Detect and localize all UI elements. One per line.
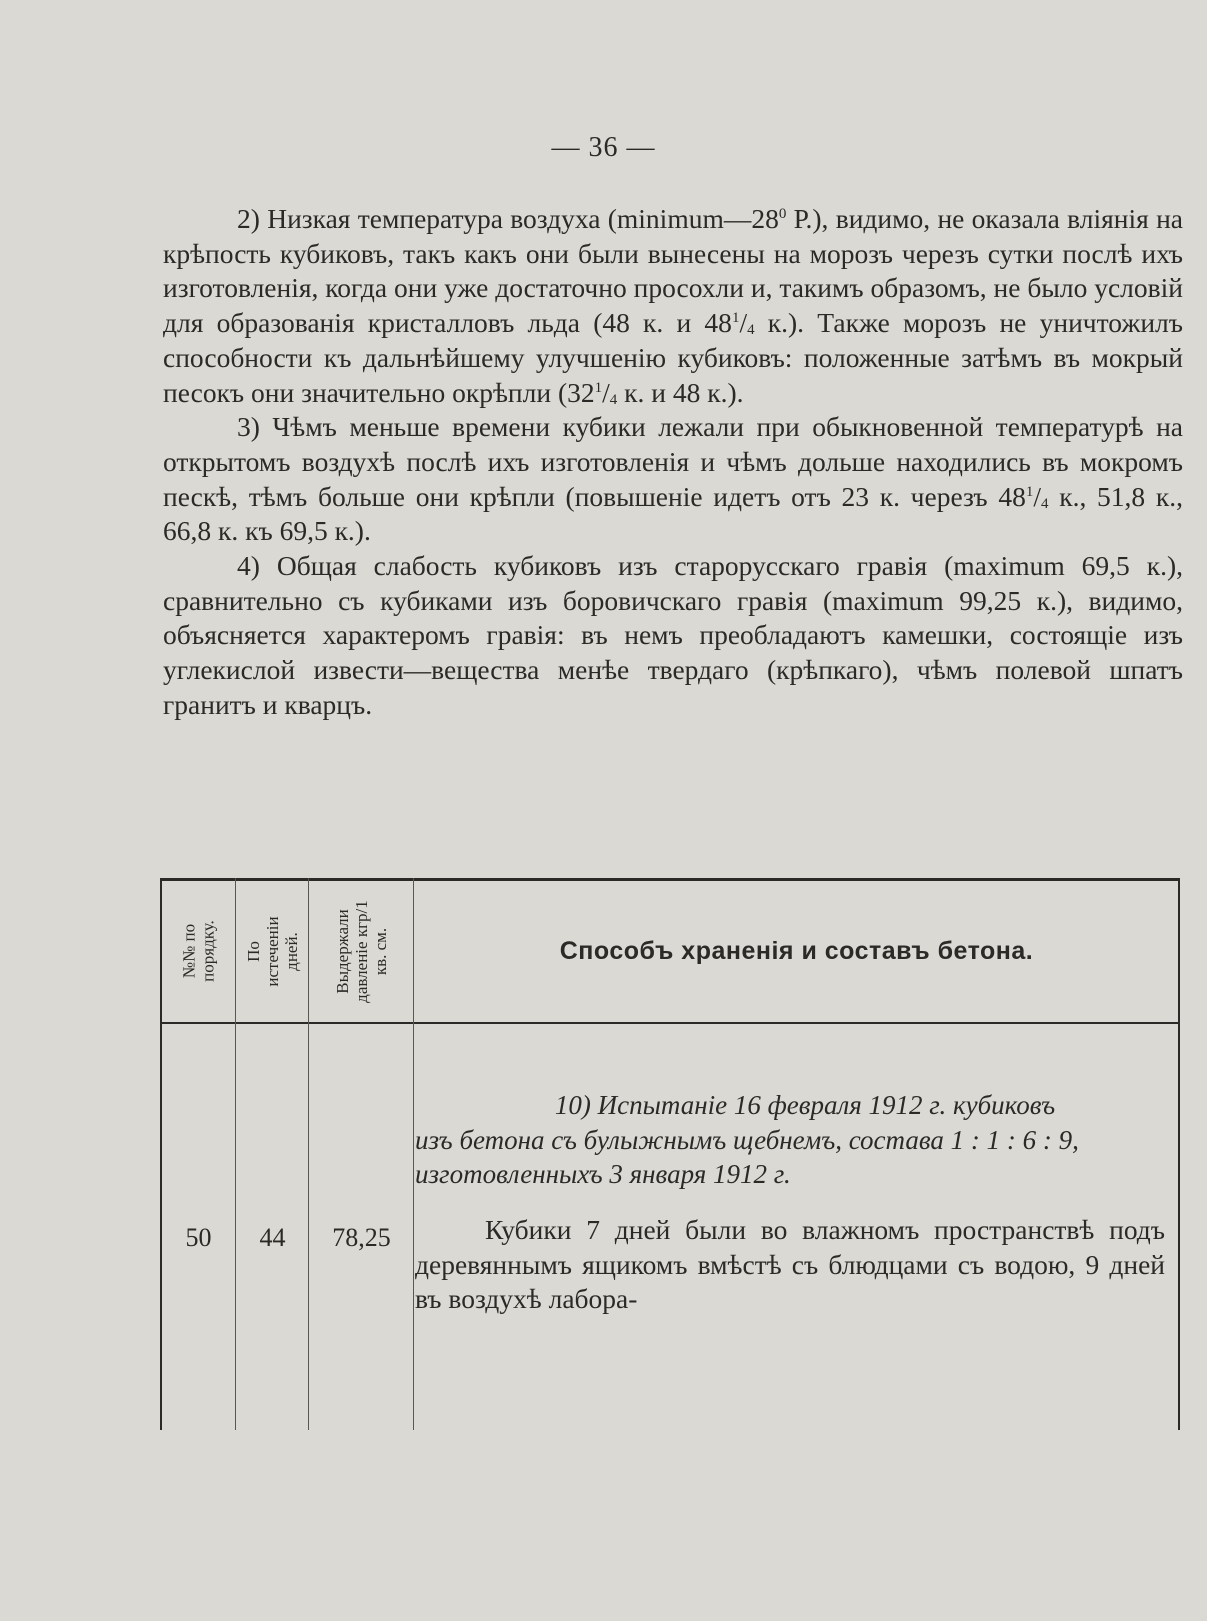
page-number: — 36 — — [551, 132, 656, 163]
column-divider — [308, 878, 309, 1430]
test-caption: 10) Испытаніе 16 февраля 1912 г. кубиковъ изъ бетона съ булыжнымъ щебнемъ, состава 1 : 1 : 6 : 9, изготовленныхъ 3 января 1912 г. — [415, 1090, 1079, 1189]
paragraph-2: 2) Низкая температура воздуха ($minimum—28^0$ Р.), видимо, не оказала вліянія на крѣпость кубиковъ, такъ какъ они были вынесены на морозъ черезъ сутки послѣ ихъ изготовленія, когда они уже достаточно просохли и, такимъ образомъ, не было условій для образованія кристалловъ льда (48 к. и $48^1/_4$ к.). Также морозъ не уничтожилъ способности къ дальнѣйшему улучшенію кубиковъ: положенные затѣмъ въ мокрый песокъ они значительно окрѣпли ($32^1/_4$ к. и 48 к.). — [163, 203, 1183, 408]
table-header-rule — [160, 1022, 1180, 1024]
row-pressure: 78,25 — [332, 1223, 391, 1252]
header-method: Способъ храненія и составъ бетона. — [559, 936, 1034, 965]
header-days: По истеченіи дней. — [244, 915, 301, 987]
row-days: 44 — [259, 1223, 286, 1252]
table-top-rule — [160, 878, 1180, 881]
storage-description: Кубики 7 дней были во влажномъ пространствѣ подъ деревяннымъ ящикомъ вмѣстѣ съ блюдцами съ водою, 9 дней въ воздухѣ лабора- — [415, 1214, 1165, 1314]
body-text — [163, 202, 1183, 723]
column-divider — [413, 878, 414, 1430]
header-number: №№ по порядку. — [179, 920, 218, 982]
results-table — [160, 878, 1180, 1430]
paragraph-4: 4) Общая слабость кубиковъ изъ старорусскаго гравія (maximum 69,5 к.), сравнительно съ кубиками изъ боровичскаго гравія (maximum 99,25 к.), видимо, объясняется характеромъ гравія: въ немъ преобладаютъ камешки, состоящіе изъ углекислой извести—вещества менѣе твердаго (крѣпкаго), чѣмъ полевой шпатъ гранитъ и кварцъ. — [163, 550, 1183, 720]
column-divider — [235, 878, 236, 1430]
table-border-right — [1178, 878, 1180, 1430]
paragraph-3: 3) Чѣмъ меньше времени кубики лежали при обыкновенной температурѣ на открытомъ воздухѣ послѣ ихъ изготовленія и чѣмъ дольше находились въ мокромъ пескѣ, тѣмъ больше они крѣпли (повышеніе идетъ отъ 23 к. черезъ $48^1/_4$ к., 51,8 к., 66,8 к. къ 69,5 к.). — [163, 411, 1183, 547]
header-pressure: Выдержали давленіе кгр/1 кв. см. — [333, 899, 390, 1003]
row-number: 50 — [185, 1223, 212, 1252]
